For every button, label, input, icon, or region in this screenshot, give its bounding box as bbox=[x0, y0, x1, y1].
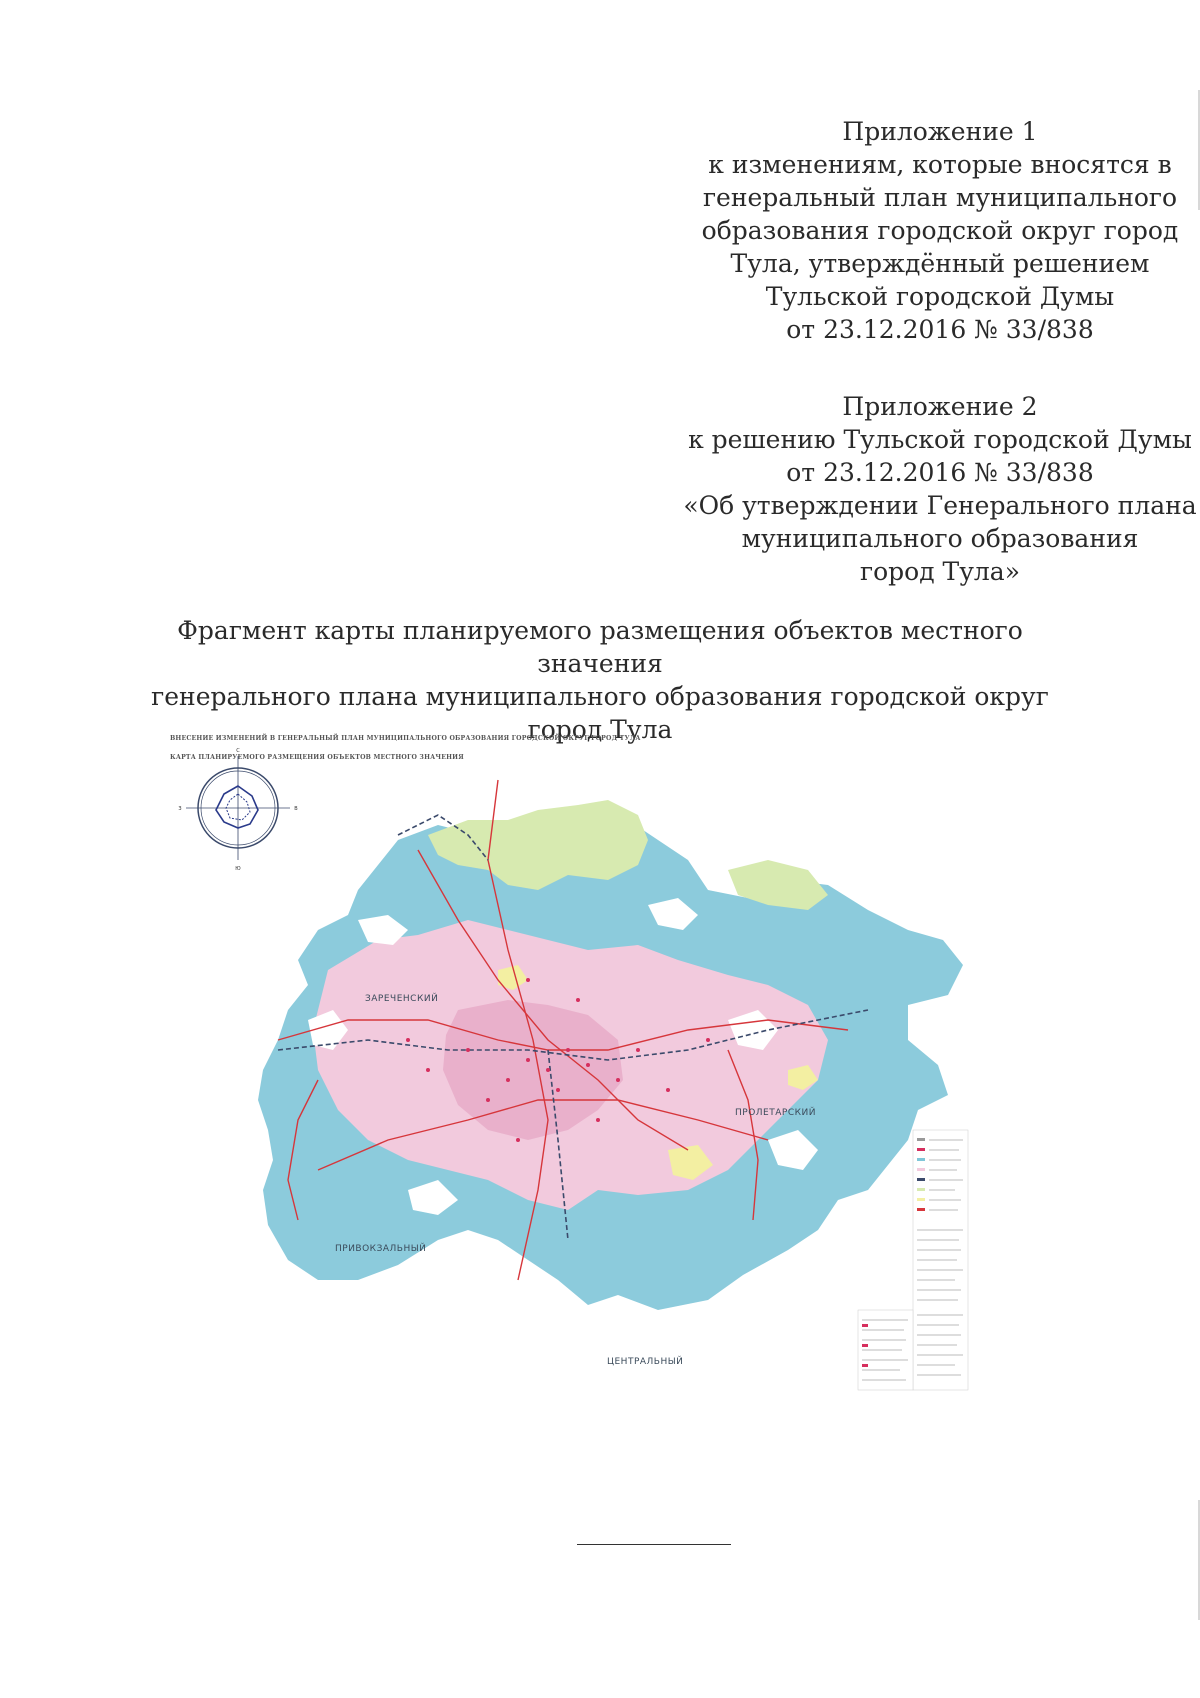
district-label-proletarsky: ПРОЛЕТАРСКИЙ bbox=[735, 1108, 816, 1118]
fragment-title-line: Фрагмент карты планируемого размещения объектов местного значения bbox=[177, 616, 1023, 678]
fragment-title-line: генерального плана муниципального образования городской округ город Тула bbox=[151, 682, 1049, 744]
appendix-1-line: генеральный план муниципального bbox=[702, 183, 1178, 212]
appendix-2-line: город Тула» bbox=[859, 557, 1020, 586]
district-label-zarechensky: ЗАРЕЧЕНСКИЙ bbox=[365, 994, 439, 1004]
district-label-privokzalny: ПРИВОКЗАЛЬНЫЙ bbox=[335, 1244, 427, 1254]
appendix-1-line: от 23.12.2016 № 33/838 bbox=[786, 315, 1094, 344]
appendix-2-line: муниципального образования bbox=[741, 524, 1139, 553]
district-label-tsentralny: ЦЕНТРАЛЬНЫЙ bbox=[607, 1357, 684, 1367]
closing-divider bbox=[577, 1544, 731, 1545]
appendix-1-block bbox=[560, 115, 1200, 346]
map-header-title: ВНЕСЕНИЕ ИЗМЕНЕНИЙ В ГЕНЕРАЛЬНЫЙ ПЛАН МУНИЦИПАЛЬНОГО ОБРАЗОВАНИЯ ГОРОДСКОЙ ОКРУГ ГОРОД ТУЛА bbox=[170, 735, 641, 742]
appendix-2-line: «Об утверждении Генерального плана bbox=[683, 491, 1197, 520]
compass-east-label: В bbox=[294, 806, 298, 812]
appendix-1-line: к изменениям, которые вносятся в bbox=[708, 150, 1172, 179]
compass-south-label: Ю bbox=[235, 866, 241, 872]
appendix-2-line: Приложение 2 bbox=[842, 392, 1038, 421]
appendix-2-line: к решению Тульской городской Думы bbox=[688, 425, 1192, 454]
map-legend-secondary bbox=[858, 1310, 913, 1390]
appendix-1-line: Тула, утверждённый решением bbox=[730, 249, 1150, 278]
city-plan-map bbox=[168, 720, 1058, 1460]
appendix-1-line: Тульской городской Думы bbox=[765, 282, 1115, 311]
appendix-2-line: от 23.12.2016 № 33/838 bbox=[786, 458, 1094, 487]
map-header-subtitle: КАРТА ПЛАНИРУЕМОГО РАЗМЕЩЕНИЯ ОБЪЕКТОВ МЕСТНОГО ЗНАЧЕНИЯ bbox=[170, 754, 464, 761]
compass-north-label: С bbox=[236, 748, 240, 754]
compass-west-label: З bbox=[178, 806, 182, 812]
map-legend bbox=[913, 1130, 968, 1390]
compass-rose-icon bbox=[178, 748, 298, 872]
appendix-1-line: Приложение 1 bbox=[842, 117, 1038, 146]
appendix-1-line: образования городской округ город bbox=[701, 216, 1179, 245]
appendix-2-block bbox=[560, 390, 1200, 588]
